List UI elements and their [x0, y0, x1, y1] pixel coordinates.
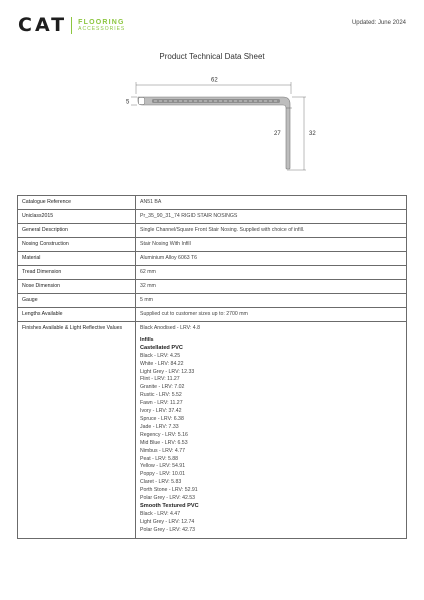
- infill-colour-item: Polar Grey - LRV: 42.53: [140, 495, 196, 502]
- spec-row: [18, 266, 407, 280]
- aluminium-profile: [138, 97, 290, 169]
- logo-divider: [71, 17, 72, 34]
- spec-value: Stair Nosing With Infill: [136, 238, 407, 252]
- infill-colour-item: Yellow - LRV: 54.91: [140, 463, 186, 470]
- spec-value: 32 mm: [136, 280, 407, 294]
- spec-row: [18, 210, 407, 224]
- logo-tagline: [78, 19, 125, 33]
- finishes-list: [136, 322, 407, 539]
- logo-accessories-text: ACCESSORIES: [78, 25, 126, 32]
- spec-row: [18, 294, 407, 308]
- dim-label-gauge: 5: [126, 99, 130, 106]
- spec-row: [18, 238, 407, 252]
- spec-row: [18, 280, 407, 294]
- spec-row: [18, 308, 407, 322]
- infill-colour-item: Polar Grey - LRV: 42.73: [140, 526, 196, 533]
- infills-heading: Infills: [140, 336, 154, 343]
- spec-value: Aluminium Alloy 6063 T6: [136, 252, 407, 266]
- infill-colour-item: Fawn - LRV: 11.27: [140, 400, 183, 407]
- spec-label: Catalogue Reference: [18, 196, 136, 210]
- nosing-profile-drawing: [120, 70, 320, 175]
- spec-table: [17, 195, 407, 539]
- infill-colour-item: Granite - LRV: 7.02: [140, 384, 185, 391]
- infill-group-heading: Castellated PVC: [140, 344, 183, 351]
- spec-label: Material: [18, 252, 136, 266]
- dim-label-nose: 32: [309, 131, 316, 137]
- spec-label: Uniclass2015: [18, 210, 136, 224]
- infill-colour-item: Light Grey - LRV: 12.33: [140, 368, 195, 375]
- dim-label-tread: 62: [211, 77, 218, 84]
- spec-value: 62 mm: [136, 266, 407, 280]
- infill-colour-item: Black - LRV: 4.25: [140, 352, 181, 359]
- infill-colour-item: Poppy - LRV: 10.01: [140, 471, 185, 478]
- spec-value: Single Channel/Square Front Stair Nosing. Supplied with choice of infill.: [136, 224, 407, 238]
- spec-label: Lengths Available: [18, 308, 136, 322]
- cat-logo: [18, 16, 125, 35]
- spec-row: [18, 224, 407, 238]
- infill-group-heading: Smooth Textured PVC: [140, 502, 199, 509]
- logo-flooring-text: FLOORING: [78, 18, 125, 26]
- spec-label: Finishes Available & Light Reflective Values: [18, 322, 136, 539]
- spec-label: Gauge: [18, 294, 136, 308]
- infill-colour-item: Light Grey - LRV: 12.74: [140, 518, 195, 525]
- infill-colour-item: Porth Stone - LRV: 52.91: [140, 487, 198, 494]
- infill-colour-item: Ivory - LRV: 37.42: [140, 408, 182, 415]
- infill-colour-item: Regency - LRV: 5.16: [140, 431, 188, 438]
- infill-colour-item: Claret - LRV: 5.83: [140, 479, 182, 486]
- infill-colour-item: Mid Blue - LRV: 6.53: [140, 439, 188, 446]
- infill-groups: [140, 345, 402, 535]
- infill-colour-item: Rustic - LRV: 5.52: [140, 392, 182, 399]
- spec-row-finishes: [18, 322, 407, 539]
- infill-colour-item: Spruce - LRV: 6.38: [140, 415, 184, 422]
- spec-value: 5 mm: [136, 294, 407, 308]
- infill-colour-item: Jade - LRV: 7.33: [140, 423, 179, 430]
- base-finish: Black Anodised - LRV: 4.8: [140, 325, 200, 331]
- infill-colour-item: Nimbus - LRV: 4.77: [140, 447, 185, 454]
- logo-wordmark: CAT: [18, 14, 68, 36]
- spec-row: [18, 252, 407, 266]
- updated-date: Updated: June 2024: [351, 20, 406, 26]
- profile-channel: [139, 98, 145, 105]
- spec-label: General Description: [18, 224, 136, 238]
- infill-colour-item: Peat - LRV: 5.88: [140, 455, 179, 462]
- infill-colour-item: Flint - LRV: 11.27: [140, 376, 180, 383]
- spec-row: [18, 196, 407, 210]
- spec-label: Tread Dimension: [18, 266, 136, 280]
- spec-value: Supplied cut to customer sizes up to: 2700 mm: [136, 308, 407, 322]
- spec-label: Nose Dimension: [18, 280, 136, 294]
- dim-label-inner: 27: [274, 131, 281, 137]
- infill-colour-item: Black - LRV: 4.47: [140, 510, 181, 517]
- page-title: Product Technical Data Sheet: [159, 52, 265, 61]
- infill-colour-item: White - LRV: 84.22: [140, 360, 184, 367]
- page-header: [0, 0, 424, 48]
- spec-value: AN51 BA: [136, 196, 407, 210]
- spec-label: Nosing Construction: [18, 238, 136, 252]
- spec-value: Pr_35_90_31_74 RIGID STAIR NOSINGS: [136, 210, 407, 224]
